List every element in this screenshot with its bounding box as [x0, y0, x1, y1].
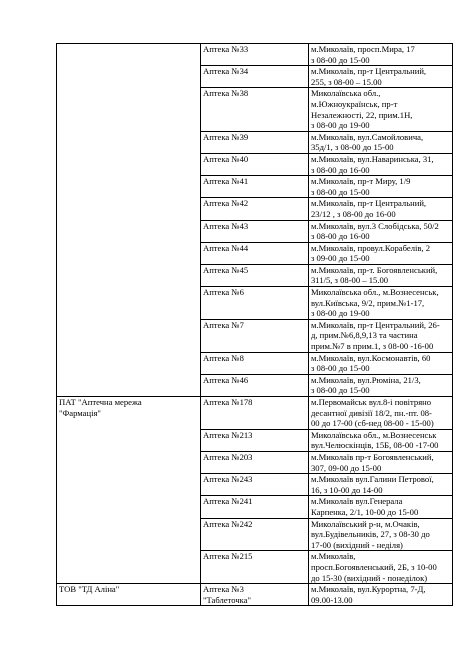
pharmacy-address-cell: Миколаївська обл., м.Вознесенськ вул.Челюскінців, 15Б, 08-00 -17-00: [309, 429, 453, 451]
pharmacy-name-cell: Аптека №243: [201, 474, 309, 496]
pharmacy-name-cell: Аптека №42: [201, 198, 309, 220]
pharmacy-address-cell: м.Миколаїв, вул.Рюміна, 21/3, з 08-00 до 15-00: [309, 374, 453, 396]
organization-cell: ПАТ "Аптечна мережа "Фармація": [57, 397, 201, 584]
table-row: [57, 44, 453, 66]
pharmacy-name-cell: Аптека №34: [201, 66, 309, 88]
pharmacy-name-cell: Аптека №39: [201, 131, 309, 153]
pharmacy-name-cell: Аптека №43: [201, 220, 309, 242]
pharmacy-address-cell: м.Миколаїв, пр-т Центральний, 23/12 , з 08-00 до 16-00: [309, 198, 453, 220]
pharmacy-name-cell: Аптека №241: [201, 496, 309, 518]
pharmacy-name-cell: Аптека №38: [201, 88, 309, 131]
pharmacy-address-cell: м.Миколаїв, провул.Корабелів, 2 з 09-00 до 15-00: [309, 242, 453, 264]
pharmacy-address-cell: м.Миколаїв, вул.Самойловича, 35д/1, з 08-00 до 15-00: [309, 131, 453, 153]
table-row: [57, 584, 453, 606]
pharmacy-name-cell: Аптека №6: [201, 287, 309, 320]
pharmacy-name-cell: Аптека №41: [201, 176, 309, 198]
pharmacy-table: [56, 43, 453, 606]
pharmacy-name-cell: Аптека №33: [201, 44, 309, 66]
organization-cell: ТОВ "ТД Аліна": [57, 584, 201, 606]
pharmacy-name-cell: Аптека №178: [201, 397, 309, 430]
pharmacy-address-cell: м.Миколаїв, пр-т Центральний, 26- д, прим.№6,8,9,13 та частина прим.№7 в прим.1, з 08-00 -16-00: [309, 319, 453, 352]
pharmacy-name-cell: Аптека №213: [201, 429, 309, 451]
pharmacy-address-cell: м.Миколаїв, вул.3 Слобідська, 50/2 з 08-00 до 16-00: [309, 220, 453, 242]
organization-cell: [57, 44, 201, 397]
pharmacy-name-cell: Аптека №3 "Таблеточка": [201, 584, 309, 606]
pharmacy-address-cell: Миколаївська обл., м.Южноукраїнськ, пр-т Незалежності, 22, прим.1Н, з 08-00 до 19-00: [309, 88, 453, 131]
pharmacy-name-cell: Аптека №8: [201, 352, 309, 374]
pharmacy-name-cell: Аптека №242: [201, 518, 309, 551]
pharmacy-name-cell: Аптека №203: [201, 451, 309, 473]
pharmacy-name-cell: Аптека №46: [201, 374, 309, 396]
pharmacy-address-cell: м.Миколаїв, пр-т Миру, 1/9 з 08-00 до 15-00: [309, 176, 453, 198]
pharmacy-address-cell: м.Миколаїв пр-т Богоявленський, 307, 09-00 до 15-00: [309, 451, 453, 473]
pharmacy-address-cell: м.Миколаїв вул.Галини Петрової, 16, з 10-00 до 14-00: [309, 474, 453, 496]
pharmacy-name-cell: Аптека №44: [201, 242, 309, 264]
pharmacy-address-cell: м.Миколаїв, вул.Космонавтів, 60 з 08-00 до 15-00: [309, 352, 453, 374]
pharmacy-address-cell: м.Миколаїв, вул.Курортна, 7-Д, 09.00-13.00: [309, 584, 453, 606]
pharmacy-address-cell: м.Миколаїв, пр-т. Богоявленський, 311/5, з 08-00 – 15.00: [309, 264, 453, 286]
pharmacy-name-cell: Аптека №7: [201, 319, 309, 352]
pharmacy-address-cell: м.Миколаїв, вул.Наваринська, 31, з 08-00 до 16-00: [309, 153, 453, 175]
pharmacy-name-cell: Аптека №45: [201, 264, 309, 286]
pharmacy-name-cell: Аптека №215: [201, 551, 309, 584]
pharmacy-address-cell: м.Миколаїв, просп.Мира, 17 з 08-00 до 15-00: [309, 44, 453, 66]
pharmacy-address-cell: м.Миколаїв, пр-т Центральний, 255, з 08-00 – 15.00: [309, 66, 453, 88]
pharmacy-address-cell: м.Миколаїв, просп.Богоявленський, 2Б, з 10-00 до 15-30 (вихідний - понеділок): [309, 551, 453, 584]
pharmacy-address-cell: м.Первомайськ вул.8-і повітряно десантної дивізії 18/2, пн.-пт. 08- 00 до 17-00 (сб-нед 08-00 - 15-00): [309, 397, 453, 430]
pharmacy-address-cell: Миколаївський р-н, м.Очаків, вул.Будівельників, 27, з 08-30 до 17-00 (вихідний - неділя): [309, 518, 453, 551]
pharmacy-address-cell: м.Миколаїв вул.Генерала Карпенка, 2/1, 10-00 до 15-00: [309, 496, 453, 518]
pharmacy-name-cell: Аптека №40: [201, 153, 309, 175]
table-row: [57, 397, 453, 430]
pharmacy-address-cell: Миколаївська обл., м.Вознесенськ, вул.Київська, 9/2, прим.№1-17, з 08-00 до 19-00: [309, 287, 453, 320]
